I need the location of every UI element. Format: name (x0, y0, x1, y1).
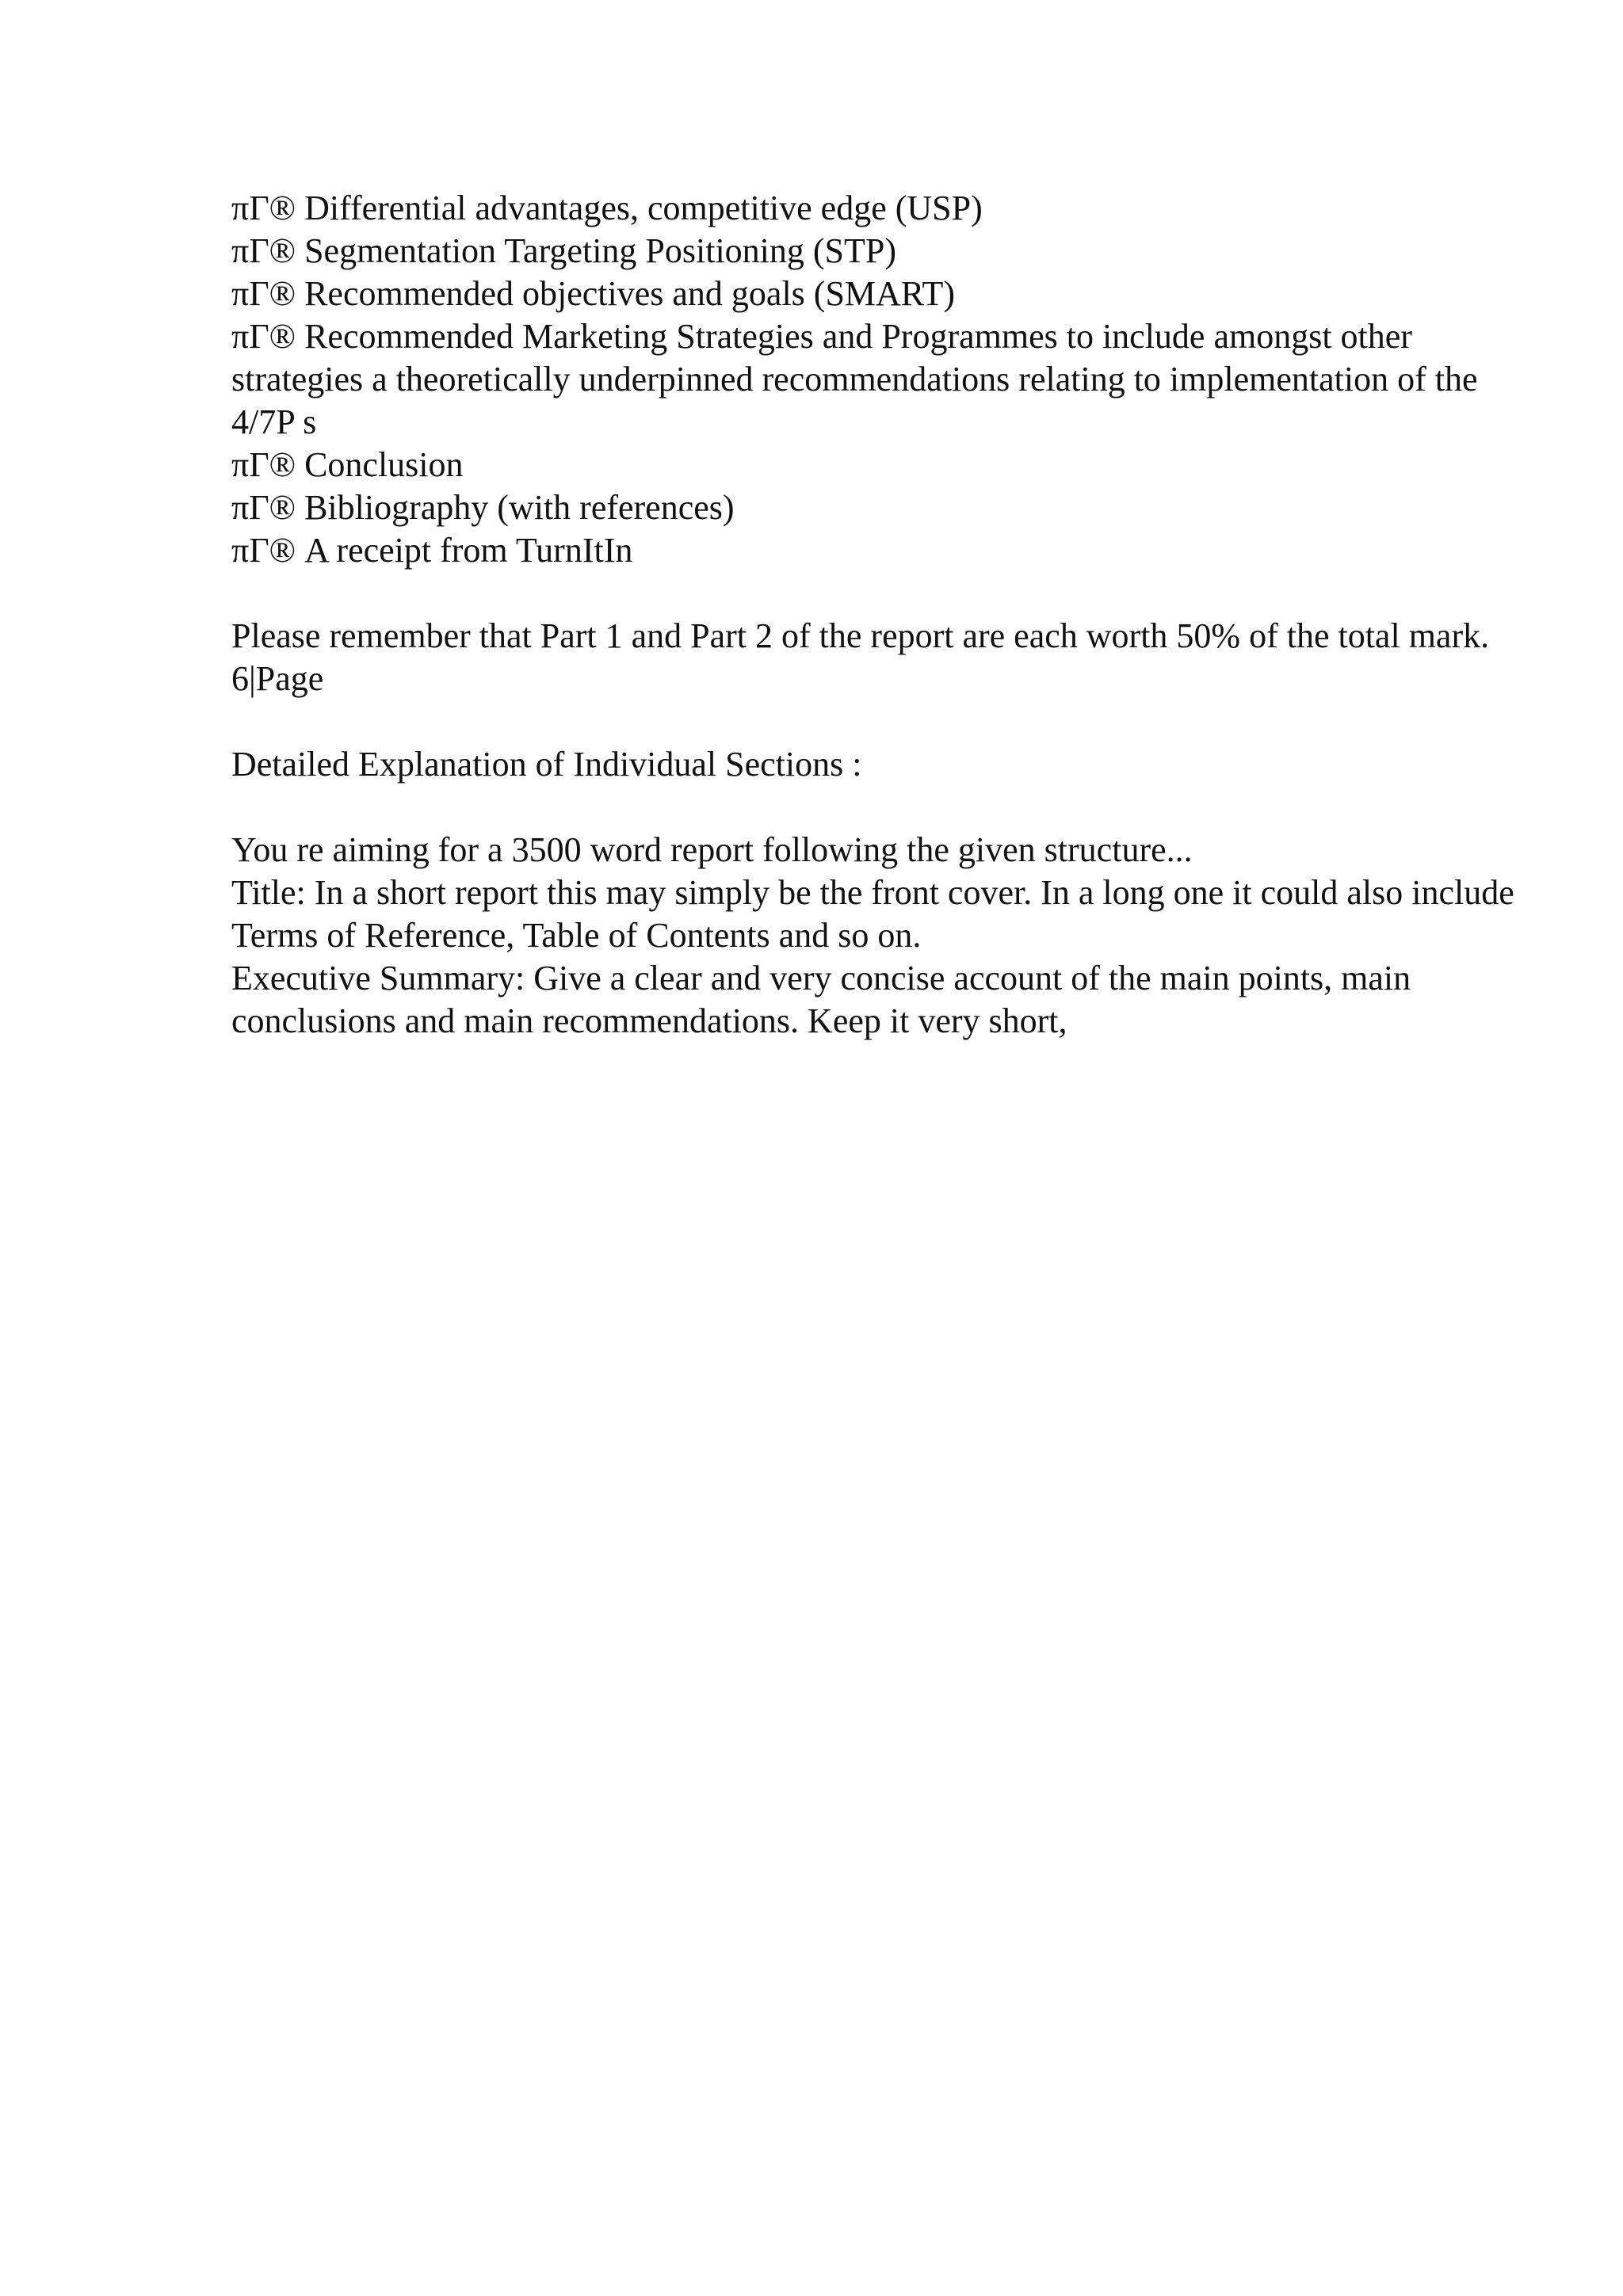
bullet-usp: πΓ® Differential advantages, competitive edge (USP) (231, 189, 983, 227)
title-explanation: Title: In a short report this may simply be the front cover. In a long one it could also include (231, 873, 1514, 912)
paragraph-gap (231, 786, 1515, 829)
executive-summary-explanation: Executive Summary: Give a clear and very concise account of the main points, main conclusions and main recommendations. Keep it very short, (231, 959, 1411, 1040)
paragraph-gap (231, 700, 1515, 743)
bullet-conclusion: πΓ® Conclusion (231, 445, 464, 484)
bullet-stp: πΓ® Segmentation Targeting Positioning (STP) (231, 231, 897, 270)
terms-of-reference-line: Terms of Reference, Table of Contents and so on. (231, 916, 922, 955)
bullet-smart: πΓ® Recommended objectives and goals (SMART) (231, 274, 956, 313)
bullet-bibliography: πΓ® Bibliography (with references) (231, 488, 735, 527)
word-count-line: You re aiming for a 3500 word report following the given structure... (231, 830, 1193, 869)
bullet-marketing-strategies: πΓ® Recommended Marketing Strategies and Programmes to include amongst other strategies a theoretically underpinned recommendations relating to implementation of the 4/7P s (231, 317, 1478, 441)
bullet-turnitin-receipt: πΓ® A receipt from TurnItIn (231, 531, 633, 570)
reminder-paragraph: Please remember that Part 1 and Part 2 of the report are each worth 50% of the total mark. 6|Page (231, 616, 1490, 698)
paragraph-gap (231, 572, 1515, 615)
page-content (231, 187, 1515, 1043)
section-heading: Detailed Explanation of Individual Sections : (231, 745, 862, 784)
